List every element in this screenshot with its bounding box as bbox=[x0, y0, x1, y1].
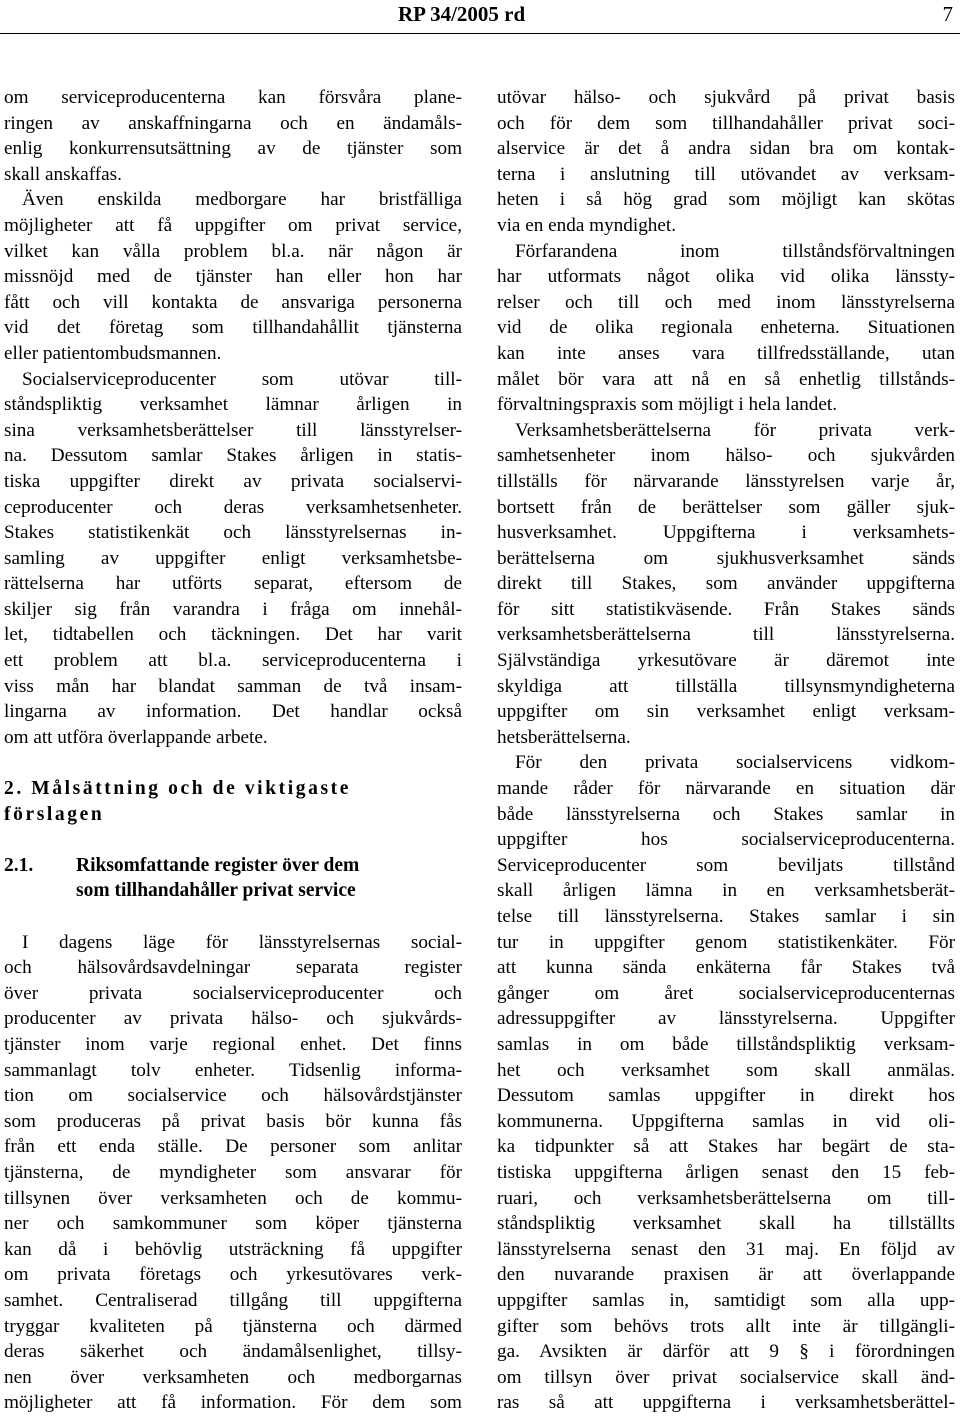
text-line: och hälsovårdsavdelningar separata register bbox=[4, 957, 462, 979]
text-line: nen över verksamheten och medborgarnas bbox=[4, 1366, 462, 1388]
heading-number: 2.1. bbox=[4, 854, 34, 876]
text-line: samling av uppgifter enligt verksamhetsbe- bbox=[4, 547, 462, 569]
text-line: vid det företag som tillhandahållit tjänsterna bbox=[4, 317, 462, 339]
text-line: heten i så hög grad som möjligt kan skötas bbox=[497, 189, 955, 211]
paragraph bbox=[497, 750, 955, 1415]
text-line: tillställs för närvarande länsstyrelsen varje år, bbox=[497, 470, 955, 492]
text-line: ner och samkommuner som köper tjänsterna bbox=[4, 1213, 462, 1235]
text-line: tistiska uppgifterna årligen senast den 15 feb- bbox=[497, 1161, 955, 1183]
text-line: om serviceproducenterna kan försvåra plane- bbox=[4, 87, 462, 108]
text-line: Självständiga yrkesutövare är däremot inte bbox=[497, 650, 955, 672]
text-line: ståndspliktig verksamhet skall ha tillställts bbox=[497, 1213, 955, 1235]
text-line: skyldiga att tillställa tillsynsmyndigheterna bbox=[497, 675, 955, 697]
text-line: uppgifter samlas in, samtidigt som alla upp- bbox=[497, 1289, 955, 1311]
text-line: alservice är det å andra sidan bra om kontak- bbox=[497, 138, 955, 160]
text-line: kommunerna. Uppgifterna samlas in vid oli- bbox=[497, 1110, 955, 1132]
text-line: förvaltningspraxis som möjligt i hela landet. bbox=[497, 394, 837, 416]
text-line: möjligheter att få information. För dem som bbox=[4, 1392, 462, 1414]
text-line: skiljer sig från varandra i fråga om innehål- bbox=[4, 598, 462, 620]
text-line: länsstyrelserna senast den 31 maj. En följd av bbox=[497, 1238, 955, 1260]
text-line: Stakes statistikenkät och länsstyrelsernas in- bbox=[4, 522, 462, 544]
text-line: rättelserna har utförts separat, eftersom de bbox=[4, 573, 462, 595]
text-line: bortsett från de berättelser som gäller sjuk- bbox=[497, 496, 955, 518]
page-number: 7 bbox=[942, 2, 953, 26]
paragraph bbox=[4, 930, 462, 1416]
text-line: verksamhetsberättelserna till länsstyrelserna. bbox=[497, 624, 955, 646]
text-line: Socialserviceproducenter som utövar till- bbox=[22, 368, 462, 390]
text-line: ceproducenter och deras verksamhetsenheter. bbox=[4, 496, 462, 518]
text-line: tjänsterna, de myndigheter som ansvarar för bbox=[4, 1161, 462, 1183]
text-line: sammanlagt tolv enheter. Tidsenlig informa- bbox=[4, 1059, 462, 1081]
text-line: adressuppgifter av länsstyrelserna. Uppgifter bbox=[497, 1008, 955, 1030]
heading-line: som tillhandahåller privat service bbox=[76, 880, 356, 902]
text-line: tur in uppgifter genom statistikenkäter. För bbox=[497, 931, 955, 953]
text-line: gånger om året socialserviceproducenternas bbox=[497, 982, 955, 1004]
text-line: ett problem att bl.a. serviceproducenterna i bbox=[4, 650, 462, 672]
heading-line: 2. Målsättning och de viktigaste bbox=[4, 778, 351, 800]
text-line: tiska uppgifter direkt av privata socialservi- bbox=[4, 470, 462, 492]
text-line: hetsberättelserna. bbox=[497, 726, 631, 748]
text-line: eller patientombudsmannen. bbox=[4, 342, 222, 364]
text-line: utövar hälso- och sjukvård på privat basis bbox=[497, 87, 955, 108]
text-line: uppgifter om sin verksamhet enligt verksam- bbox=[497, 701, 955, 723]
text-line: enlig konkurrensutsättning av de tjänster som bbox=[4, 138, 462, 160]
text-line: samhetsenheter inom hälso- och sjukvården bbox=[497, 445, 955, 467]
right-column bbox=[497, 85, 955, 1416]
text-line: deras säkerhet och ändamålsenlighet, tillsy- bbox=[4, 1341, 462, 1363]
text-line: som produceras på privat basis bör kunna fås bbox=[4, 1110, 462, 1132]
text-line: att kunna sända enkäterna får Stakes två bbox=[497, 957, 955, 979]
text-line: skall anskaffas. bbox=[4, 163, 122, 185]
text-line: ga. Avsikten är därför att 9 § i förordningen bbox=[497, 1341, 955, 1363]
text-line: Dessutom samlas uppgifter in direkt hos bbox=[497, 1085, 955, 1107]
text-line: Verksamhetsberättelserna för privata verk- bbox=[515, 419, 955, 441]
text-line: om att utföra överlappande arbete. bbox=[4, 726, 268, 748]
text-line: skall årligen lämna in en verksamhetsberät- bbox=[497, 880, 955, 902]
section-heading bbox=[4, 776, 462, 827]
text-line: terna i anslutning till utövandet av verksam- bbox=[497, 163, 955, 185]
text-line: målet bör vara att nå en så enhetlig tillstånds- bbox=[497, 368, 955, 390]
heading-line: förslagen bbox=[4, 803, 105, 825]
paragraph bbox=[497, 85, 955, 239]
text-line: kan då i behövlig utsträckning få uppgifter bbox=[4, 1238, 462, 1260]
text-line: vid de olika regionala enheterna. Situationen bbox=[497, 317, 955, 339]
text-line: den nuvarande praxisen är att överlappande bbox=[497, 1264, 955, 1286]
text-line: gifter som behövs trots allt inte är tillgängli- bbox=[497, 1315, 955, 1337]
text-line: över privata socialserviceproducenter och bbox=[4, 982, 462, 1004]
text-line: samlas in om både tillståndspliktig verksam- bbox=[497, 1033, 955, 1055]
text-line: via en enda myndighet. bbox=[497, 214, 677, 236]
text-line: Förfarandena inom tillståndsförvaltningen bbox=[515, 240, 955, 262]
text-line: både länsstyrelserna och Stakes samlar in bbox=[497, 803, 955, 825]
text-line: lingarna av information. Det handlar också bbox=[4, 701, 462, 723]
paragraph bbox=[4, 85, 462, 187]
text-line: Även enskilda medborgare har bristfälliga bbox=[22, 189, 462, 211]
paragraph bbox=[497, 418, 955, 751]
text-line: uppgifter hos socialserviceproducenterna. bbox=[497, 829, 955, 851]
document-reference: RP 34/2005 rd bbox=[398, 2, 526, 26]
text-line: tjänster inom varje regional enhet. Det finns bbox=[4, 1033, 462, 1055]
text-line: för sitt statistikväsende. Från Stakes sänds bbox=[497, 598, 955, 620]
text-line: fått och vill kontakta de ansvariga personerna bbox=[4, 291, 462, 313]
header-rule bbox=[0, 33, 960, 34]
subsection-heading bbox=[4, 853, 462, 904]
heading-text: Riksomfattande register över dem bbox=[76, 854, 360, 876]
text-line: Serviceproducenter som beviljats tillstånd bbox=[497, 854, 955, 876]
left-column bbox=[4, 85, 462, 1416]
text-line: tryggar kvaliteten på tjänsterna och därmed bbox=[4, 1315, 462, 1337]
text-line: tillsynen över verksamheten och de kommu- bbox=[4, 1187, 462, 1209]
text-line: sina verksamhetsberättelser till länsstyrelser- bbox=[4, 419, 462, 441]
text-line: För den privata socialservicens vidkom- bbox=[515, 752, 955, 774]
text-line: ståndspliktig verksamhet lämnar årligen in bbox=[4, 394, 462, 416]
text-line: berättelserna om sjukhusverksamhet sänds bbox=[497, 547, 955, 569]
text-line: samhet. Centraliserad tillgång till uppgifterna bbox=[4, 1289, 462, 1311]
text-line: har utformats något olika vid olika länssty- bbox=[497, 266, 955, 288]
page-header bbox=[0, 0, 960, 38]
text-line: kan inte anses vara tillfredsställande, utan bbox=[497, 342, 955, 364]
paragraph bbox=[497, 239, 955, 418]
paragraph bbox=[4, 187, 462, 366]
heading-line bbox=[4, 853, 462, 879]
text-line: telse till länsstyrelserna. Stakes samlar i sin bbox=[497, 906, 955, 927]
text-line: ringen av anskaffningarna och en ändamåls- bbox=[4, 112, 462, 134]
text-line: missnöjd med de tjänster han eller hon har bbox=[4, 266, 462, 288]
text-line: ruari, och verksamhetsberättelserna om till- bbox=[497, 1187, 955, 1209]
text-line: viss mån har blandat samman de två insam- bbox=[4, 675, 462, 697]
text-line: direkt till Stakes, som använder uppgifterna bbox=[497, 573, 955, 595]
spacer bbox=[4, 750, 462, 776]
text-line: från ett enda ställe. De personer som anlitar bbox=[4, 1136, 462, 1158]
text-line: het och verksamhet som skall anmälas. bbox=[497, 1059, 955, 1081]
text-line: producenter av privata hälso- och sjukvårds- bbox=[4, 1008, 462, 1030]
text-line: och för dem som tillhandahåller privat soci- bbox=[497, 112, 955, 134]
spacer bbox=[4, 827, 462, 853]
text-line: vilket kan vålla problem bl.a. när någon är bbox=[4, 240, 462, 262]
text-line: tion om socialservice och hälsovårdstjänster bbox=[4, 1085, 462, 1107]
text-line: I dagens läge för länsstyrelsernas social- bbox=[22, 931, 462, 953]
text-line: na. Dessutom samlar Stakes årligen in statis- bbox=[4, 445, 462, 467]
text-line: ka tidpunkter så att Stakes har begärt de sta- bbox=[497, 1136, 955, 1158]
paragraph bbox=[4, 367, 462, 751]
text-line: om privata företags och yrkesutövares verk- bbox=[4, 1264, 462, 1286]
text-line: om tillsyn över privat socialservice skall änd- bbox=[497, 1366, 955, 1388]
spacer bbox=[4, 904, 462, 930]
text-line: ras så att uppgifterna i verksamhetsberättel- bbox=[497, 1392, 955, 1414]
text-line: möjligheter att få uppgifter om privat service, bbox=[4, 214, 462, 236]
text-line: relser och till och med inom länsstyrelserna bbox=[497, 291, 955, 313]
text-line: husverksamhet. Uppgifterna i verksamhets- bbox=[497, 522, 955, 544]
text-line: mande råder för närvarande en situation där bbox=[497, 778, 955, 800]
text-line: let, tidtabellen och täckningen. Det har varit bbox=[4, 624, 462, 646]
